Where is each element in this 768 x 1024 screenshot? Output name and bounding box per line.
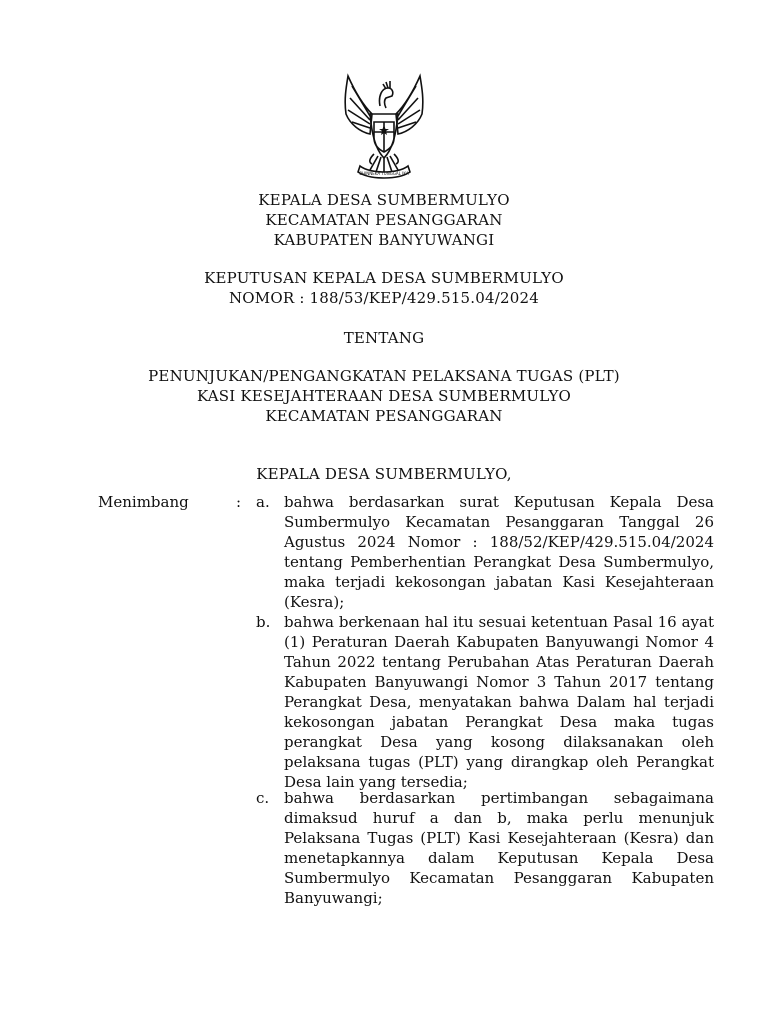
authority-line: KEPALA DESA SUMBERMULYO,: [256, 465, 512, 483]
subject-line-1: PENUNJUKAN/PENGANGKATAN PELAKSANA TUGAS (PLT): [148, 367, 620, 385]
considering-item-b-text: bahwa berkenaan hal itu sesuai ketentuan Pasal 16 ayat (1) Peraturan Daerah Kabupaten Banyuwangi Nomor 4 Tahun 2022 tentang Perubahan Atas Peraturan Daerah Kabupaten Banyuwangi Nomor 3 Tahun 2017 tentang Perangkat Desa, menyatakan bahwa Dalam hal terjadi kekosongan jabatan Perangkat Desa maka tugas perangkat Desa yang kosong dilaksanakan oleh pelaksana tugas (PLT) yang dirangkap oleh Perangkat Desa lain yang tersedia;: [284, 613, 714, 791]
garuda-emblem-icon: [334, 66, 434, 182]
subject-line-3: KECAMATAN PESANGGARAN: [265, 407, 503, 425]
considering-item-a-text: bahwa berdasarkan surat Keputusan Kepala Desa Sumbermulyo Kecamatan Pesanggaran Tanggal 26 Agustus 2024 Nomor : 188/52/KEP/429.515.04/2024 tentang Pemberhentian Perangkat Desa Sumbermulyo, maka terjadi kekosongan jabatan Kasi Kesejahteraan (Kesra);: [284, 493, 714, 611]
about-heading: TENTANG: [343, 329, 425, 347]
header-village-head: KEPALA DESA SUMBERMULYO: [258, 191, 510, 209]
emblem-motto: BHINNEKA TUNGGAL IKA: [359, 171, 409, 176]
considering-item-b-letter: b.: [256, 613, 271, 631]
considering-item-c-text: bahwa berdasarkan pertimbangan sebagaimana dimaksud huruf a dan b, maka perlu menunjuk Pelaksana Tugas (PLT) Kasi Kesejahteraan (Kesra) dan menetapkannya dalam Keputusan Kepala Desa Sumbermulyo Kecamatan Pesanggaran Kabupaten Banyuwangi;: [284, 789, 714, 907]
decree-title: KEPUTUSAN KEPALA DESA SUMBERMULYO: [204, 269, 564, 287]
considering-colon: :: [236, 493, 242, 511]
subject-line-2: KASI KESEJAHTERAAN DESA SUMBERMULYO: [196, 387, 572, 405]
considering-item-a-letter: a.: [256, 493, 270, 511]
header-district: KECAMATAN PESANGGARAN: [265, 211, 503, 229]
considering-item-c-letter: c.: [256, 789, 270, 807]
considering-label: Menimbang: [98, 493, 189, 511]
header-regency: KABUPATEN BANYUWANGI: [273, 231, 495, 249]
decree-number: NOMOR : 188/53/KEP/429.515.04/2024: [228, 289, 539, 307]
